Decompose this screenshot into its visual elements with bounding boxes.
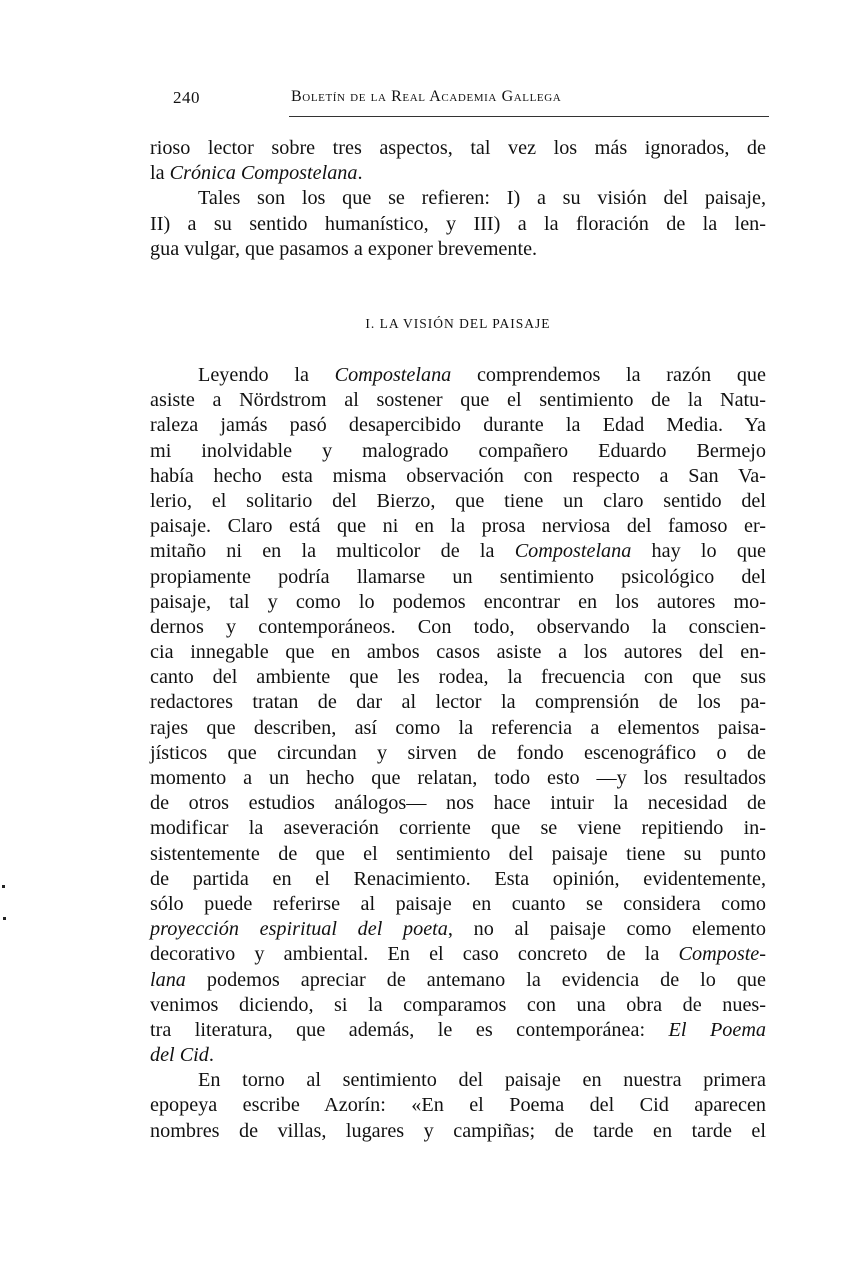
- text-line: decorativo y ambiental. En el caso concreto de la Composte-: [150, 943, 766, 966]
- text-line: jísticos que circundan y sirven de fondo escenográfico o de: [150, 741, 766, 764]
- text-line: asiste a Nördstrom al sostener que el sentimiento de la Natu-: [150, 389, 766, 412]
- text-line: dernos y contemporáneos. Con todo, observando la conscien-: [150, 615, 766, 638]
- italic-text: Crónica Compostelana: [169, 162, 358, 185]
- text-line: cia innegable que en ambos casos asiste a los autores del en-: [150, 641, 766, 664]
- intro-text: [150, 136, 766, 262]
- scan-speck: [2, 885, 5, 888]
- text-line: la Crónica Compostelana.: [150, 162, 363, 185]
- italic-text: lana: [150, 968, 186, 991]
- text-line: paisaje, tal y como lo podemos encontrar en los autores mo-: [150, 590, 766, 613]
- text-line: mitaño ni en la multicolor de la Compostelana hay lo que: [150, 540, 766, 563]
- italic-text: Compostelana: [514, 540, 632, 563]
- text-line: momento a un hecho que relatan, todo esto —y los resultados: [150, 767, 766, 789]
- text-line: rajes que describen, así como la referencia a elementos paisa-: [150, 716, 766, 739]
- text-line: sólo puede referirse al paisaje en cuanto se considera como: [150, 892, 766, 915]
- italic-text: del Cid: [150, 1044, 209, 1067]
- italic-text: proyección espiritual del poeta: [150, 918, 448, 941]
- italic-text: Compostelana: [334, 364, 452, 386]
- text-line: de partida en el Renacimiento. Esta opinión, evidentemente,: [150, 867, 766, 890]
- page-number: 240: [173, 88, 200, 107]
- text-line: venimos diciendo, si la comparamos con una obra de nues-: [150, 993, 766, 1016]
- header-rule: [289, 116, 769, 117]
- text-line: epopeya escribe Azorín: «En el Poema del Cid aparecen: [150, 1094, 766, 1117]
- text-line: En torno al sentimiento del paisaje en nuestra primera: [198, 1069, 766, 1092]
- running-title: Boletín de la Real Academia Gallega: [291, 88, 562, 105]
- italic-text: Composte-: [678, 943, 766, 966]
- text-line: canto del ambiente que les rodea, la frecuencia con que sus: [150, 666, 766, 689]
- text-line: había hecho esta misma observación con respecto a San Va-: [150, 464, 766, 487]
- text-line: II) a su sentido humanístico, y III) a la floración de la len-: [150, 212, 766, 235]
- text-line: tra literatura, que además, le es contemporánea: El Poema: [150, 1018, 767, 1041]
- text-line: Tales son los que se refieren: I) a su visión del paisaje,: [198, 187, 766, 210]
- text-line: paisaje. Claro está que ni en la prosa nerviosa del famoso er-: [150, 515, 766, 538]
- text-line: lerio, el solitario del Bierzo, que tiene un claro sentido del: [150, 489, 766, 512]
- text-line: del Cid.: [150, 1044, 214, 1067]
- text-line: redactores tratan de dar al lector la comprensión de los pa-: [150, 691, 766, 714]
- text-line: mi inolvidable y malogrado compañero Eduardo Bermejo: [150, 439, 766, 462]
- text-line: lana podemos apreciar de antemano la evidencia de lo que: [150, 968, 766, 991]
- text-line: gua vulgar, que pasamos a exponer brevemente.: [150, 237, 538, 260]
- text-line: de otros estudios análogos— nos hace intuir la necesidad de: [150, 792, 766, 815]
- text-line: nombres de villas, lugares y campiñas; de tarde en tarde el: [150, 1119, 766, 1142]
- text-line: proyección espiritual del poeta, no al paisaje como elemento: [150, 918, 766, 941]
- scan-speck: [3, 917, 6, 920]
- text-line: modificar la aseveración corriente que se viene repitiendo in-: [150, 817, 766, 840]
- section-heading: I. LA VISIÓN DEL PAISAJE: [365, 316, 551, 331]
- text-line: sistentemente de que el sentimiento del paisaje tiene su punto: [150, 842, 766, 865]
- text-line: propiamente podría llamarse un sentimiento psicológico del: [150, 565, 766, 588]
- page-header: [173, 88, 768, 122]
- text-line: Leyendo la Compostelana comprendemos la razón que: [198, 364, 766, 386]
- section-body: [150, 363, 766, 1144]
- text-line: raleza jamás pasó desapercibido durante la Edad Media. Ya: [150, 414, 766, 437]
- text-line: rioso lector sobre tres aspectos, tal vez los más ignorados, de: [150, 137, 766, 159]
- italic-text: El Poema: [668, 1018, 767, 1041]
